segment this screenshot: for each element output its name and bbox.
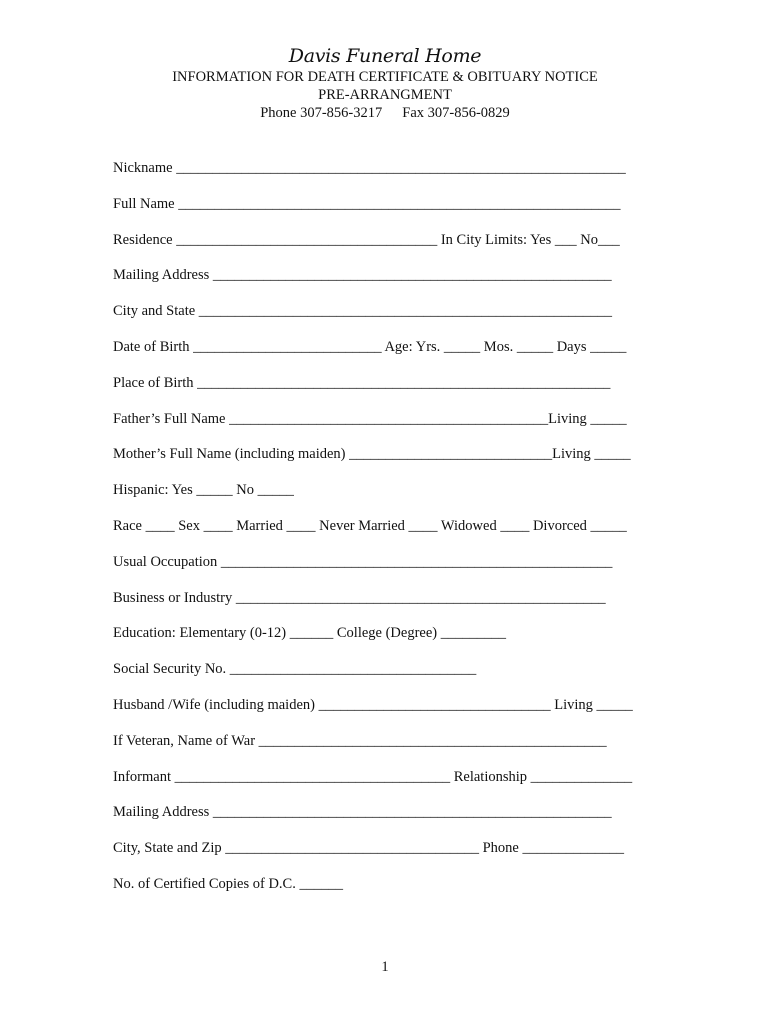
field-usual-occupation[interactable]: Usual Occupation ______________________________________________________	[113, 553, 613, 570]
form-fields	[113, 156, 658, 908]
fax-number: Fax 307-856-0829	[402, 105, 510, 121]
field-spouse[interactable]: Husband /Wife (including maiden) ________________________________ Living _____	[113, 696, 633, 713]
field-social-security[interactable]: Social Security No. __________________________________	[113, 661, 477, 678]
field-nickname[interactable]: Nickname ______________________________________________________________	[113, 160, 626, 176]
phone-number: Phone 307-856-3217	[260, 105, 383, 121]
field-hispanic[interactable]: Hispanic: Yes _____ No _____	[113, 482, 294, 499]
field-full-name[interactable]: Full Name _____________________________________________________________	[113, 195, 621, 212]
form-subtitle: PRE-ARRANGMENT	[318, 87, 452, 103]
funeral-home-name: Davis Funeral Home	[288, 45, 482, 67]
field-father-name[interactable]: Father’s Full Name ____________________________________________Living _____	[113, 410, 627, 427]
field-city-state[interactable]: City and State _________________________________________________________	[113, 303, 613, 320]
field-city-state-zip[interactable]: City, State and Zip ___________________________________ Phone ______________	[113, 840, 624, 857]
field-certified-copies[interactable]: No. of Certified Copies of D.C. ______	[113, 875, 343, 892]
field-residence[interactable]: Residence ____________________________________ In City Limits: Yes ___ No___	[113, 231, 620, 248]
field-education[interactable]: Education: Elementary (0-12) ______ College (Degree) _________	[113, 625, 506, 642]
field-informant[interactable]: Informant ______________________________________ Relationship ______________	[113, 768, 633, 785]
field-mailing-address[interactable]: Mailing Address _______________________________________________________	[113, 267, 612, 284]
page-number: 1	[381, 959, 389, 975]
field-race-sex-marital[interactable]: Race ____ Sex ____ Married ____ Never Married ____ Widowed ____ Divorced _____	[113, 517, 627, 534]
field-date-of-birth[interactable]: Date of Birth __________________________ Age: Yrs. _____ Mos. _____ Days _____	[113, 338, 627, 355]
form-title: INFORMATION FOR DEATH CERTIFICATE & OBITUARY NOTICE	[172, 69, 598, 85]
field-informant-mailing-address[interactable]: Mailing Address _______________________________________________________	[113, 804, 612, 821]
contact-info	[0, 104, 770, 122]
field-business-industry[interactable]: Business or Industry ___________________________________________________	[113, 589, 606, 606]
form-header	[0, 44, 770, 122]
field-mother-name[interactable]: Mother’s Full Name (including maiden) ____________________________Living _____	[113, 446, 631, 463]
field-place-of-birth[interactable]: Place of Birth _________________________________________________________	[113, 374, 611, 391]
field-veteran-war[interactable]: If Veteran, Name of War ________________________________________________	[113, 732, 607, 749]
